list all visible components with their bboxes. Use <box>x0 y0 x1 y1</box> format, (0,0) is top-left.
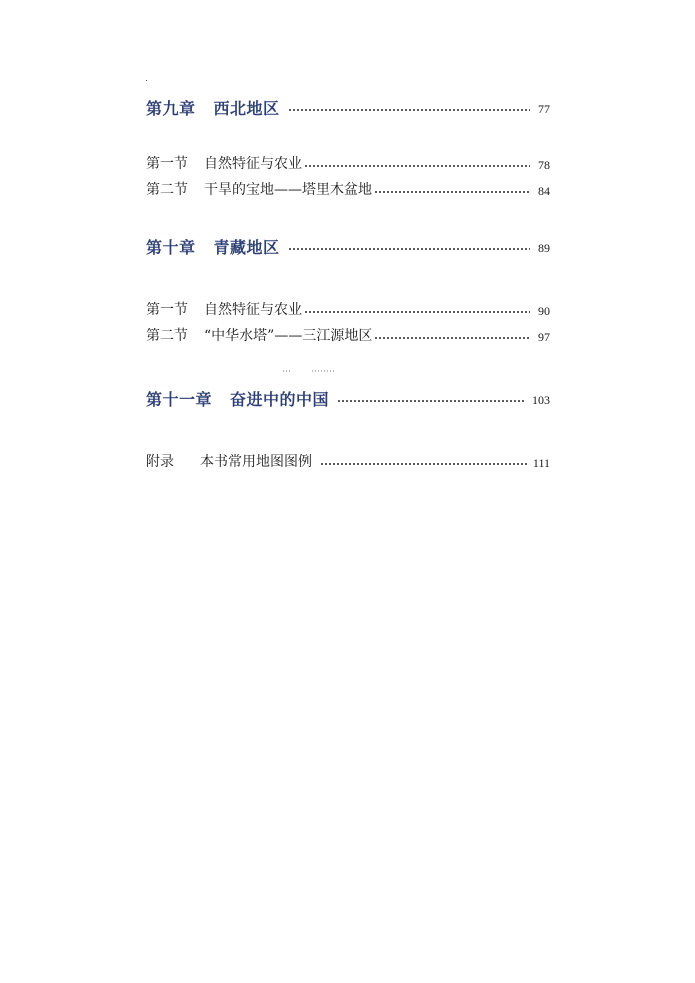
appendix-title: 本书常用地图图例 <box>200 454 312 470</box>
section-title: 自然特征与农业 <box>204 302 302 318</box>
toc-appendix[interactable] <box>146 448 550 474</box>
chapter-label: 第十一章 <box>146 389 213 409</box>
page-number: 90 <box>538 303 550 318</box>
section-label: 第二节 <box>146 328 188 344</box>
chapter-title: 西北地区 <box>213 98 280 118</box>
section-title: “中华水塔”——三江源地区 <box>204 328 373 344</box>
dot-leader <box>320 463 527 465</box>
page-number: 89 <box>538 240 550 255</box>
section-label: 第二节 <box>146 182 188 198</box>
scan-speck <box>146 80 147 81</box>
dot-leader <box>288 248 530 250</box>
chapter-title: 奋进中的中国 <box>230 389 330 409</box>
dot-leader <box>374 191 530 193</box>
toc-chapter-11[interactable] <box>146 385 550 411</box>
appendix-label: 附录 <box>146 454 174 470</box>
toc-section-9-2[interactable] <box>146 176 550 202</box>
chapter-label: 第九章 <box>146 98 196 118</box>
chapter-label: 第十章 <box>146 237 196 257</box>
page-number: 77 <box>538 101 550 116</box>
section-title: 干旱的宝地——塔里木盆地 <box>204 182 372 198</box>
section-label: 第一节 <box>146 156 188 172</box>
section-label: 第一节 <box>146 302 188 318</box>
dot-leader <box>337 400 526 402</box>
toc-chapter-9[interactable] <box>146 94 550 120</box>
section-title: 自然特征与农业 <box>204 156 302 172</box>
toc-section-10-2[interactable] <box>146 322 550 348</box>
chapter-title: 青藏地区 <box>213 237 280 257</box>
dot-leader <box>288 109 530 111</box>
page-number: 97 <box>538 329 550 344</box>
dot-leader <box>304 165 530 167</box>
page-number: 78 <box>538 157 550 172</box>
scan-artifact-dots <box>282 370 291 372</box>
toc-section-9-1[interactable] <box>146 150 550 176</box>
page-number: 103 <box>532 392 550 407</box>
scan-artifact-dots <box>311 370 335 372</box>
dot-leader <box>304 311 530 313</box>
toc-section-10-1[interactable] <box>146 296 550 322</box>
dot-leader <box>374 337 530 339</box>
page-number: 84 <box>538 183 550 198</box>
page-number: 111 <box>532 455 550 470</box>
toc-chapter-10[interactable] <box>146 233 550 259</box>
